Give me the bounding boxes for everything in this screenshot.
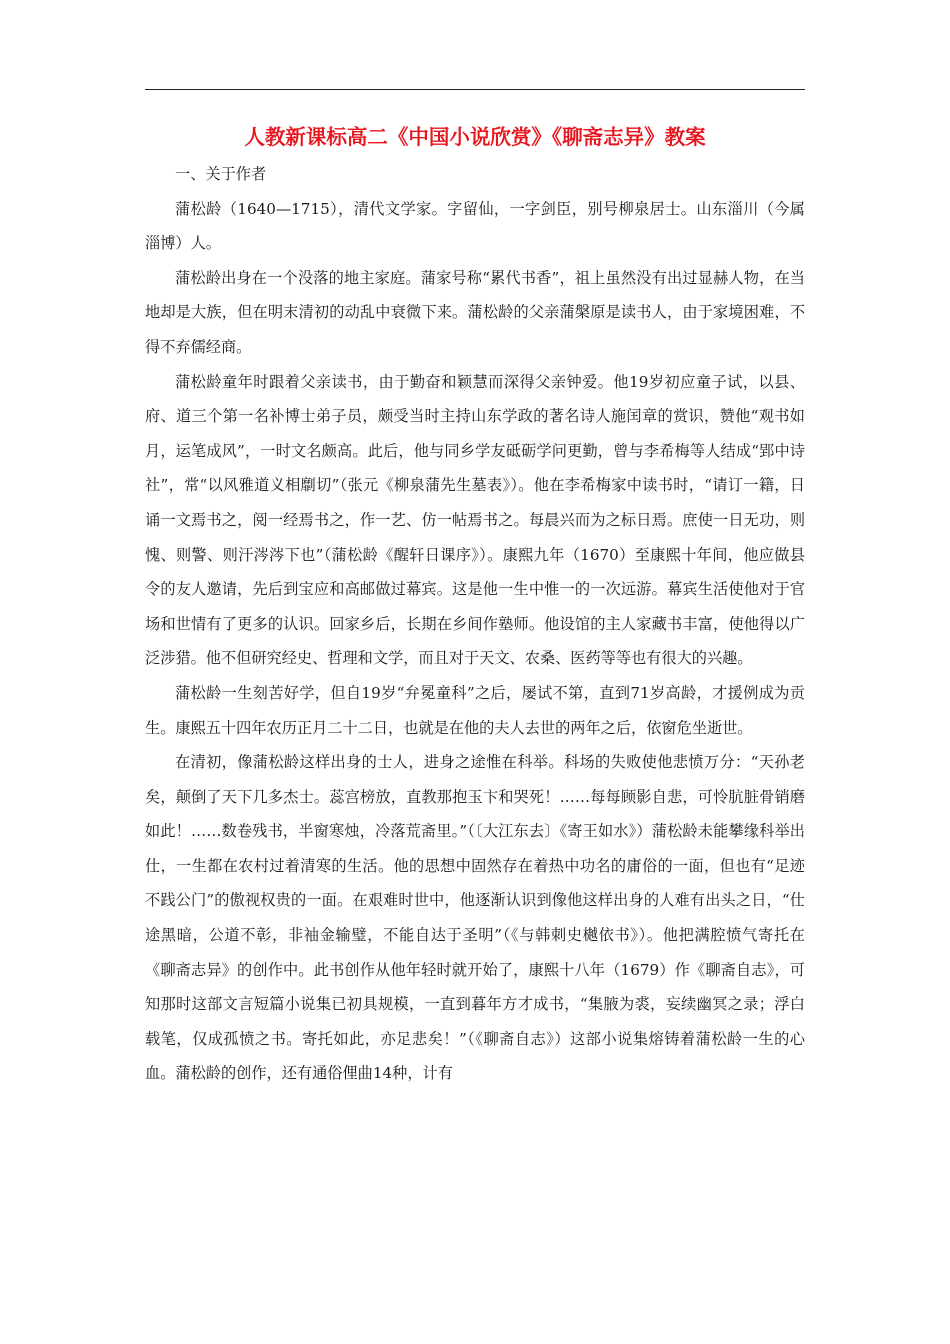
paragraph-exams-and-death: 蒲松龄一生刻苦好学，但自19岁“弁冕童科”之后，屡试不第，直到71岁高龄，才援例成为贡生。康熙五十四年农历正月二十二日，也就是在他的夫人去世的两年之后，依窗危坐逝世。: [145, 683, 805, 737]
document-title: 人教新课标高二《中国小说欣赏》《聊斋志异》教案: [244, 125, 706, 149]
header-rule: [145, 89, 805, 90]
document-body: [145, 157, 805, 1091]
paragraph-family-background: 蒲松龄出身在一个没落的地主家庭。蒲家号称“累代书香”，祖上虽然没有出过显赫人物，在当地却是大族，但在明末清初的动乱中衰微下来。蒲松龄的父亲蒲槃原是读书人，由于家境困难，不得不弃儒经商。: [145, 268, 805, 356]
paragraph-career-and-works: 在清初，像蒲松龄这样出身的士人，进身之途惟在科举。科场的失败使他悲愤万分：“天孙老矣，颠倒了天下几多杰士。蕊宫榜放，直教那抱玉卞和哭死！……每每顾影自悲，可怜肮脏骨销磨如此！……数卷残书，半窗寒烛，冷落荒斋里。”（〔大江东去〕《寄王如水》）蒲松龄未能攀缘科举出仕，一生都在农村过着清寒的生活。他的思想中固然存在着热中功名的庸俗的一面，但也有“足迹不践公门”的傲视权贵的一面。在艰难时世中，他逐渐认识到像他这样出身的人难有出头之日，“仕途黑暗，公道不彰，非袖金输璧，不能自达于圣明”（《与韩刺史樾依书》）。他把满腔愤气寄托在《聊斋志异》的创作中。此书创作从他年轻时就开始了，康熙十八年（1679）作《聊斋自志》，可知那时这部文言短篇小说集已初具规模，一直到暮年方才成书，“集腋为裘，妄续幽冥之录；浮白载笔，仅成孤愤之书。寄托如此，亦足悲矣！”（《聊斋自志》）这部小说集熔铸着蒲松龄一生的心血。蒲松龄的创作，还有通俗俚曲14种，计有: [145, 753, 805, 1083]
paragraph-education: 蒲松龄童年时跟着父亲读书，由于勤奋和颖慧而深得父亲钟爱。他19岁初应童子试，以县、府、道三个第一名补博士弟子员，颇受当时主持山东学政的著名诗人施闰章的赏识，赞他“观书如月，运笔成风”，一时文名颇高。此后，他与同乡学友砥砺学问更勤，曾与李希梅等人结成“郢中诗社”，常“以风雅道义相劘切”（张元《柳泉蒲先生墓表》）。他在李希梅家中读书时，“请订一籍，日诵一文焉书之，阅一经焉书之，作一艺、仿一帖焉书之。每晨兴而为之标日焉。庶使一日无功，则愧、则警、则汗涔涔下也”（蒲松龄《醒轩日课序》）。康熙九年（1670）至康熙十年间，他应做县令的友人邀请，先后到宝应和高邮做过幕宾。这是他一生中惟一的一次远游。幕宾生活使他对于官场和世情有了更多的认识。回家乡后，长期在乡间作塾师。他设馆的主人家藏书丰富，使他得以广泛涉猎。他不但研究经史、哲理和文学，而且对于天文、农桑、医药等等也有很大的兴趣。: [145, 372, 805, 668]
paragraph-author-intro: 蒲松龄（1640—1715），清代文学家。字留仙，一字剑臣，别号柳泉居士。山东淄川（今属淄博）人。: [145, 199, 805, 253]
section-heading: 一、关于作者: [175, 165, 267, 183]
